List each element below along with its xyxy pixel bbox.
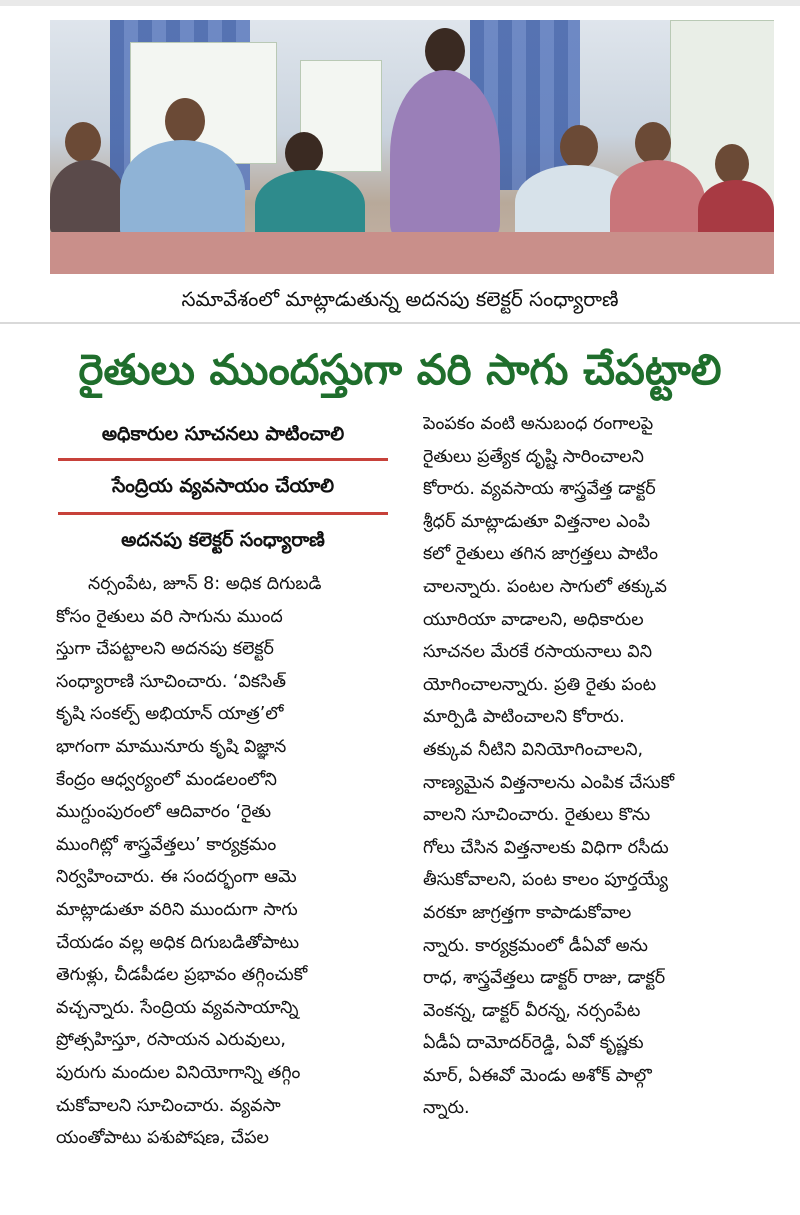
person-head — [715, 144, 749, 184]
seated-person — [698, 180, 774, 240]
person-head — [635, 122, 671, 164]
body-line: ఏడీఏ దామోదర్‌రెడ్డి, ఏవో కృష్ణకు — [423, 1033, 644, 1054]
body-line: న్నారు. కార్యక్రమంలో డీఏవో అను — [423, 935, 648, 956]
person-head — [285, 132, 323, 174]
body-line: వాలని సూచించారు. రైతులు కొను — [423, 805, 651, 826]
body-line: నాణ్యమైన విత్తనాలను ఎంపిక చేసుకో — [423, 772, 675, 793]
body-line: మార్, ఏఈవో మెండు అశోక్ పాల్గొ — [423, 1065, 652, 1086]
stage-table — [50, 232, 774, 274]
body-line: యూరియా వాడాలని, అధికారుల — [423, 609, 644, 630]
body-line: శ్రీధర్ మాట్లాడుతూ విత్తనాల ఎంపి — [423, 511, 651, 532]
body-line: వరకూ జాగ్రత్తగా కాపాడుకోవాల — [423, 902, 632, 923]
body-line: యంతోపాటు పశుపోషణ, చేపల — [56, 1128, 269, 1149]
body-line: చుకోవాలని సూచించారు. వ్యవసా — [56, 1095, 281, 1116]
seated-person — [255, 170, 365, 240]
body-line: మాట్లాడుతూ వరిని ముందుగా సాగు — [56, 899, 298, 920]
person-head — [425, 28, 465, 74]
person-head — [65, 122, 101, 162]
body-line: పెంపకం వంటి అనుబంధ రంగాలపై — [423, 414, 654, 434]
news-photo — [50, 20, 774, 274]
body-line: తీసుకోవాలని, పంట కాలం పూర్తయ్యే — [423, 870, 669, 891]
body-line: తక్కువ నీటిని వినియోగించాలని, — [423, 739, 644, 760]
body-line: నిర్వహించారు. ఈ సందర్భంగా ఆమె — [56, 867, 297, 888]
body-line: మార్పిడి పాటించాలని కోరారు. — [423, 707, 625, 728]
top-divider — [0, 0, 800, 6]
photo-caption: సమావేశంలో మాట్లాడుతున్న అదనపు కలెక్టర్ సంధ్యారాణి — [181, 287, 619, 311]
body-line: పురుగు మందుల వినియోగాన్ని తగ్గిం — [56, 1062, 301, 1083]
body-line: స్తుగా చేపట్టాలని అదనపు కలెక్టర్ — [56, 639, 274, 660]
body-line: వెంకన్న, డాక్టర్ వీరన్న, నర్సంపేట — [423, 1000, 641, 1021]
body-line: ముగ్దుంపురంలో ఆదివారం ‘రైతు — [56, 802, 272, 823]
body-line: రాధ, శాస్త్రవేత్తలు డాక్టర్ రాజు, డాక్టర్ — [423, 968, 666, 989]
body-line: ప్రోత్సహిస్తూ, రసాయన ఎరువులు, — [56, 1030, 286, 1051]
body-line: ముంగిట్లో శాస్త్రవేత్తలు’ కార్యక్రమం — [56, 834, 277, 855]
body-line: కేంద్రం ఆధ్వర్యంలో మండలంలోని — [56, 769, 277, 790]
body-line: చేయడం వల్ల అధిక దిగుబడితోపాటు — [56, 932, 300, 953]
body-line: నర్సంపేట, జూన్ 8: అధిక దిగుబడి — [88, 574, 322, 594]
headline: రైతులు ముందస్తుగా వరి సాగు చేపట్టాలి — [78, 345, 722, 394]
body-line: కోసం రైతులు వరి సాగును ముంద — [56, 606, 283, 627]
seated-person — [120, 140, 245, 240]
body-line: న్నారు. — [423, 1098, 470, 1119]
body-line: కోరారు. వ్యవసాయ శాస్త్రవేత్త డాక్టర్ — [423, 479, 656, 500]
body-line: చాలన్నారు. పంటల సాగులో తక్కువ — [423, 576, 667, 597]
body-line: వచ్చన్నారు. సేంద్రియ వ్యవసాయాన్ని — [56, 997, 299, 1018]
subhead-divider — [58, 458, 388, 461]
seated-person — [50, 160, 125, 235]
person-head — [560, 125, 598, 169]
body-line: సంధ్యారాణి సూచించారు. ‘వికసిత్ — [56, 671, 286, 692]
subhead-divider — [58, 512, 388, 515]
person-head — [165, 98, 205, 144]
subhead-2: సేంద్రియ వ్యవసాయం చేయాలి — [111, 475, 335, 497]
body-line: రైతులు ప్రత్యేక దృష్టి సారించాలని — [423, 446, 644, 467]
subhead-3: అదనపు కలెక్టర్ సంధ్యారాణి — [121, 529, 325, 551]
seated-person — [610, 160, 705, 240]
body-line: భాగంగా మామునూరు కృషి విజ్ఞాన — [56, 736, 287, 757]
article-column-left — [56, 568, 392, 1155]
speaking-person — [390, 70, 500, 240]
body-line: గోలు చేసిన విత్తనాలకు విధిగా రసీదు — [423, 837, 669, 858]
body-line: కృషి సంకల్ప్ అభియాన్ యాత్ర’లో — [56, 704, 284, 725]
body-line: యోగించాలన్నారు. ప్రతి రైతు పంట — [423, 674, 657, 695]
body-line: కలో రైతులు తగిన జాగ్రత్తలు పాటిం — [423, 544, 659, 565]
caption-divider — [0, 322, 800, 324]
article-column-right — [423, 408, 779, 1125]
subhead-1: అధికారుల సూచనలు పాటించాలి — [101, 423, 345, 445]
body-line: సూచనల మేరకే రసాయనాలు విని — [423, 642, 652, 663]
body-line: తెగుళ్లు, చీడపీడల ప్రభావం తగ్గించుకో — [56, 965, 308, 986]
